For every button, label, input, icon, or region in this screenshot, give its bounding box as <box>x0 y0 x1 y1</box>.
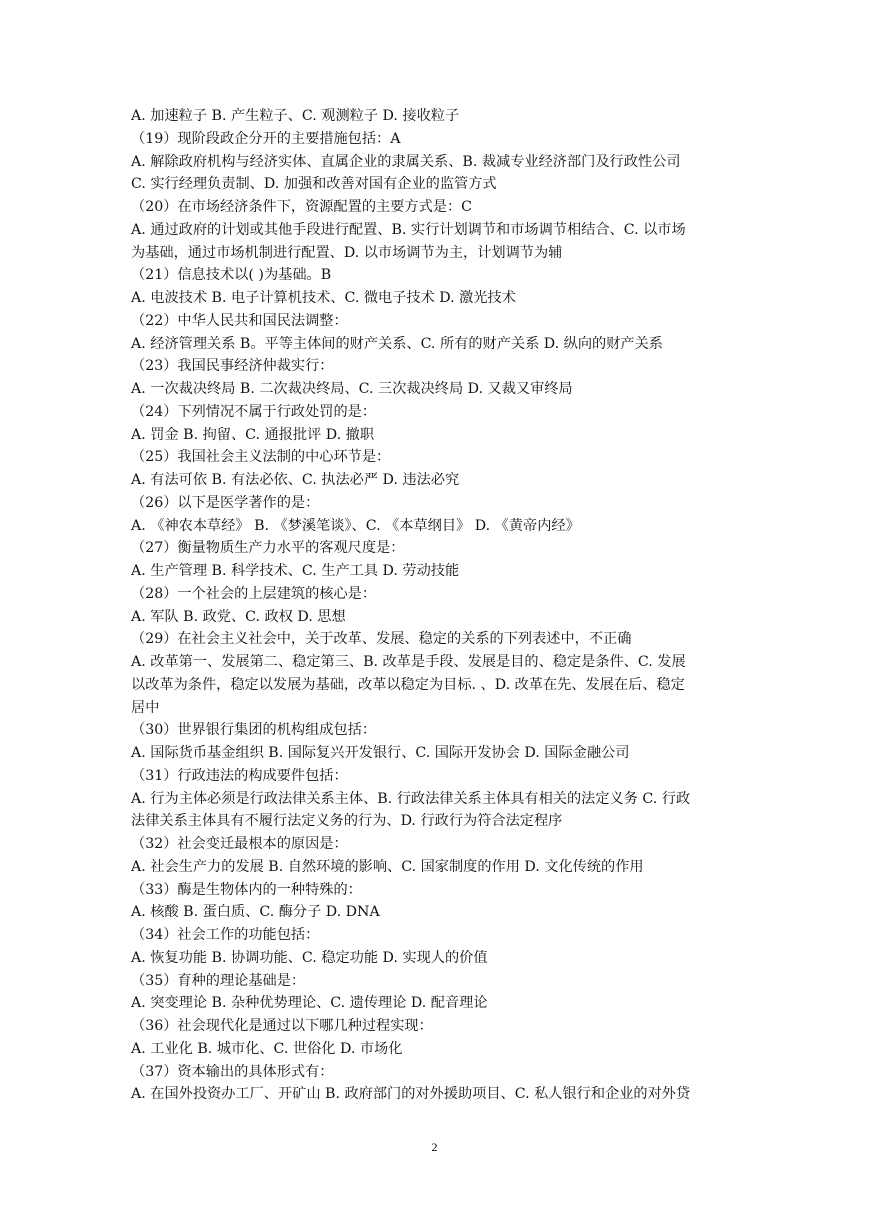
text-line: C. 实行经理负责制、D. 加强和改善对国有企业的监管方式 <box>131 176 497 193</box>
question-line: （37）资本输出的具体形式有： <box>131 1063 334 1080</box>
question-line: （24）下列情况不属于行政处罚的是： <box>131 403 377 420</box>
question-line: （25）我国社会主义法制的中心环节是： <box>131 449 391 466</box>
text-line: A. 工业化 B. 城市化、C. 世俗化 D. 市场化 <box>131 1040 403 1057</box>
text-line: 法律关系主体具有不履行法定义务的行为、D. 行政行为符合法定程序 <box>131 813 563 830</box>
text-line: A. 军队 B. 政党、C. 政权 D. 思想 <box>131 608 346 625</box>
question-line: （28）一个社会的上层建筑的核心是： <box>131 585 377 602</box>
text-line: A. 突变理论 B. 杂种优势理论、C. 遗传理论 D. 配音理论 <box>131 995 488 1012</box>
text-line: 为基础，通过市场机制进行配置、D. 以市场调节为主，计划调节为辅 <box>131 244 563 261</box>
text-line: A. 有法可依 B. 有法必依、C. 执法必严 D. 违法必究 <box>131 472 460 488</box>
text-line: 居中 <box>131 699 160 716</box>
question-line: （31）行政违法的构成要件包括： <box>131 767 348 784</box>
question-line: （21）信息技术以( )为基础。B <box>131 267 332 284</box>
question-line: （36）社会现代化是通过以下哪几种过程实现： <box>131 1018 433 1034</box>
question-line: （19）现阶段政企分开的主要措施包括：A <box>131 130 401 147</box>
question-line: （27）衡量物质生产力水平的客观尺度是： <box>131 540 405 557</box>
text-line: A. 加速粒子 B. 产生粒子、C. 观测粒子 D. 接收粒子 <box>131 108 460 124</box>
question-line: （35）育种的理论基础是： <box>131 972 306 989</box>
question-line: （32）社会变迁最根本的原因是： <box>131 836 348 852</box>
text-line: A. 恢复功能 B. 协调功能、C. 稳定功能 D. 实现人的价值 <box>131 949 488 966</box>
text-line: A. 电波技术 B. 电子计算机技术、C. 微电子技术 D. 激光技术 <box>131 290 516 306</box>
question-line: （20）在市场经济条件下，资源配置的主要方式是：C <box>131 199 473 215</box>
question-line: （34）社会工作的功能包括： <box>131 927 320 943</box>
text-line: A. 经济管理关系 B。平等主体间的财产关系、C. 所有的财产关系 D. 纵向的财产关系 <box>131 335 663 352</box>
page-number: 2 <box>431 1140 438 1154</box>
text-line: A. 生产管理 B. 科学技术、C. 生产工具 D. 劳动技能 <box>131 563 460 579</box>
text-line: A. 《神农本草经》 B. 《梦溪笔谈》、C. 《本草纲目》 D. 《黄帝内经》 <box>131 517 580 534</box>
text-line: A. 行为主体必须是行政法律关系主体、B. 行政法律关系主体具有相关的法定义务 C. 行政 <box>131 790 691 807</box>
text-line: A. 罚金 B. 拘留、C. 通报批评 D. 撤职 <box>131 426 375 443</box>
text-line: A. 改革第一、发展第二、稳定第三、B. 改革是手段、发展是目的、稳定是条件、C. 发展 <box>131 654 686 670</box>
text-line: 以改革为条件，稳定以发展为基础，改革以稳定为目标. 、D. 改革在先、发展在后、稳定 <box>131 676 685 693</box>
text-line: A. 在国外投资办工厂、开矿山 B. 政府部门的对外援助项目、C. 私人银行和企业的对外贷 <box>131 1086 691 1103</box>
document-body <box>131 105 747 1106</box>
text-line: A. 解除政府机构与经济实体、直属企业的隶属关系、B. 裁减专业经济部门及行政性公司 <box>131 153 681 170</box>
text-line: A. 社会生产力的发展 B. 自然环境的影响、C. 国家制度的作用 D. 文化传统的作用 <box>131 858 644 875</box>
text-line: A. 一次裁决终局 B. 二次裁决终局、C. 三次裁决终局 D. 又裁又审终局 <box>131 381 573 397</box>
question-line: （22）中华人民共和国民法调整： <box>131 312 348 329</box>
question-line: （26）以下是医学著作的是： <box>131 494 320 511</box>
text-line: A. 国际货币基金组织 B. 国际复兴开发银行、C. 国际开发协会 D. 国际金融公司 <box>131 745 630 761</box>
question-line: （29）在社会主义社会中，关于改革、发展、稳定的关系的下列表述中，不正确 <box>131 631 632 648</box>
question-line: （30）世界银行集团的机构组成包括： <box>131 722 377 739</box>
text-line: A. 核酸 B. 蛋白质、C. 酶分子 D. DNA <box>131 904 380 921</box>
text-line: A. 通过政府的计划或其他手段进行配置、B. 实行计划调节和市场调节相结合、C. 以市场 <box>131 221 686 238</box>
question-line: （23）我国民事经济仲裁实行： <box>131 358 334 375</box>
question-line: （33）酶是生物体内的一种特殊的： <box>131 881 362 898</box>
